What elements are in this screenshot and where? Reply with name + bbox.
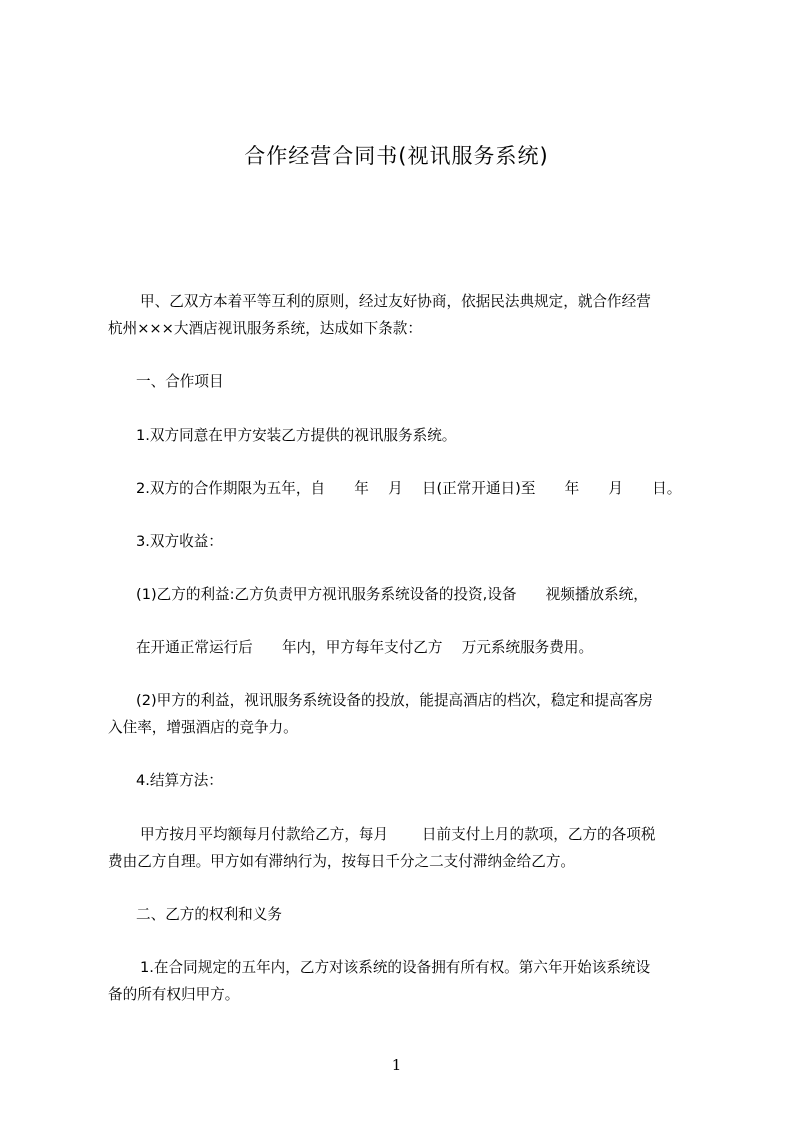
clause-1-3-2-line-2: 入住率，增强酒店的竞争力。 — [108, 719, 298, 736]
document-title: 合作经营合同书(视讯服务系统) — [244, 144, 549, 168]
intro-line-2: 杭州×××大酒店视讯服务系统，达成如下条款： — [108, 320, 422, 337]
clause-1-3-1-line-1: (1)乙方的利益:乙方负责甲方视讯服务系统设备的投资,设备 视频播放系统， — [136, 586, 648, 603]
section-2-heading: 二、乙方的权利和义务 — [136, 906, 282, 923]
clause-1-1: 1.双方同意在甲方安装乙方提供的视讯服务系统。 — [136, 427, 457, 444]
clause-1-3-2-line-1: (2)甲方的利益，视讯服务系统设备的投放，能提高酒店的档次，稳定和提高客房 — [136, 692, 653, 709]
clause-1-4: 4.结算方法： — [136, 772, 223, 789]
clause-1-2: 2.双方的合作期限为五年，自 年 月 日(正常开通日)至 年 月 日。 — [136, 480, 682, 497]
clause-2-1-line-1: 1.在合同规定的五年内，乙方对该系统的设备拥有所有权。第六年开始该系统设 — [140, 959, 651, 976]
clause-1-3-1-line-2: 在开通正常运行后 年内，甲方每年支付乙方 万元系统服务费用。 — [136, 639, 594, 656]
clause-1-4-line-1: 甲方按月平均额每月付款给乙方，每月 日前支付上月的款项，乙方的各项税 — [140, 826, 656, 843]
page-number: 1 — [391, 1056, 402, 1074]
intro-line-1: 甲、乙双方本着平等互利的原则，经过友好协商，依据民法典规定，就合作经营 — [140, 293, 651, 310]
section-1-heading: 一、合作项目 — [136, 373, 224, 390]
clause-2-1-line-2: 备的所有权归甲方。 — [108, 986, 240, 1003]
clause-1-3: 3.双方收益： — [136, 533, 223, 550]
clause-1-4-line-2: 费由乙方自理。甲方如有滞纳行为，按每日千分之二支付滞纳金给乙方。 — [108, 853, 576, 870]
